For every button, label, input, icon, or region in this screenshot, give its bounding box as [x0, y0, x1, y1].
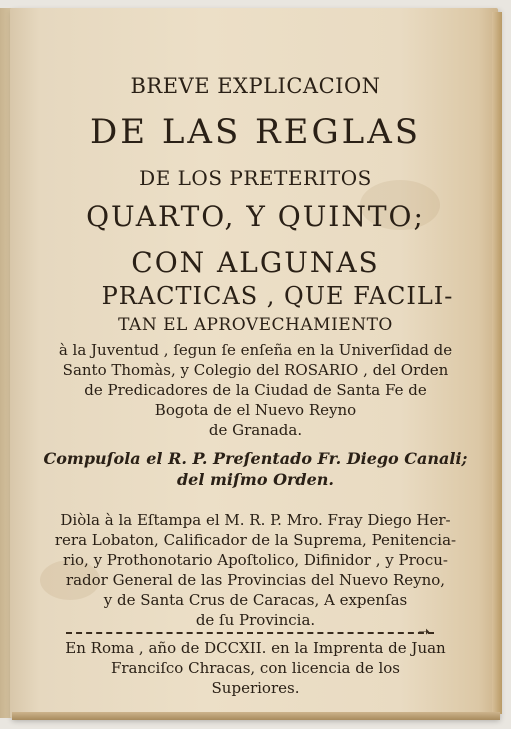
- title-line-4: QUARTO, Y QUINTO;: [86, 200, 425, 233]
- text-line: Diòla à la Eſtampa el M. R. P. Mro. Fray Diego Her-: [60, 511, 451, 529]
- text-line: Franciſco Chracas, con licencia de los: [110, 659, 401, 677]
- rule-arrow-ornament: ➝: [418, 624, 430, 640]
- text-line: de ſu Provincia.: [195, 611, 316, 629]
- text-line: de Predicadores de la Ciudad de Santa Fe de: [84, 381, 427, 399]
- text-line: Compuſola el R. P. Preſentado Fr. Diego Canali;: [43, 449, 468, 468]
- title-line-6: PRACTICAS , QUE FACILI-: [101, 282, 454, 310]
- author-paragraph: [0, 448, 511, 490]
- title-line-2: DE LAS REGLAS: [89, 112, 422, 152]
- decorative-rule: [66, 632, 434, 636]
- text-line: y de Santa Crus de Caracas, A expenſas: [103, 591, 408, 609]
- text-line: Superiores.: [211, 679, 300, 697]
- publisher-paragraph: [0, 510, 511, 630]
- text-line: rador General de las Provincias del Nuevo Reyno,: [65, 571, 446, 589]
- text-line: Bogota de el Nuevo Reyno: [154, 401, 357, 419]
- title-line-1: BREVE EXPLICACION: [130, 74, 381, 98]
- text-line: de Granada.: [208, 421, 303, 439]
- title-line-7: TAN EL APROVECHAMIENTO: [118, 315, 393, 335]
- text-line: rera Lobaton, Calificador de la Suprema, Penitencia-: [54, 531, 457, 549]
- text-line: à la Juventud , ſegun ſe enſeña en la Univerſidad de: [58, 341, 453, 359]
- title-line-3: DE LOS PRETERITOS: [139, 166, 372, 190]
- title-line-5: CON ALGUNAS: [131, 246, 380, 279]
- imprint-paragraph: [0, 638, 511, 698]
- text-line: Santo Thomàs, y Colegio del ROSARIO , del Orden: [62, 361, 449, 379]
- text-line: En Roma , año de DCCXII. en la Imprenta de Juan: [65, 639, 446, 657]
- text-line: rio, y Prothonotario Apoſtolico, Difinidor , y Procu-: [63, 551, 448, 569]
- dedication-paragraph: [0, 340, 511, 440]
- page-edge-bottom: [12, 712, 500, 720]
- text-line: del miſmo Orden.: [176, 470, 334, 489]
